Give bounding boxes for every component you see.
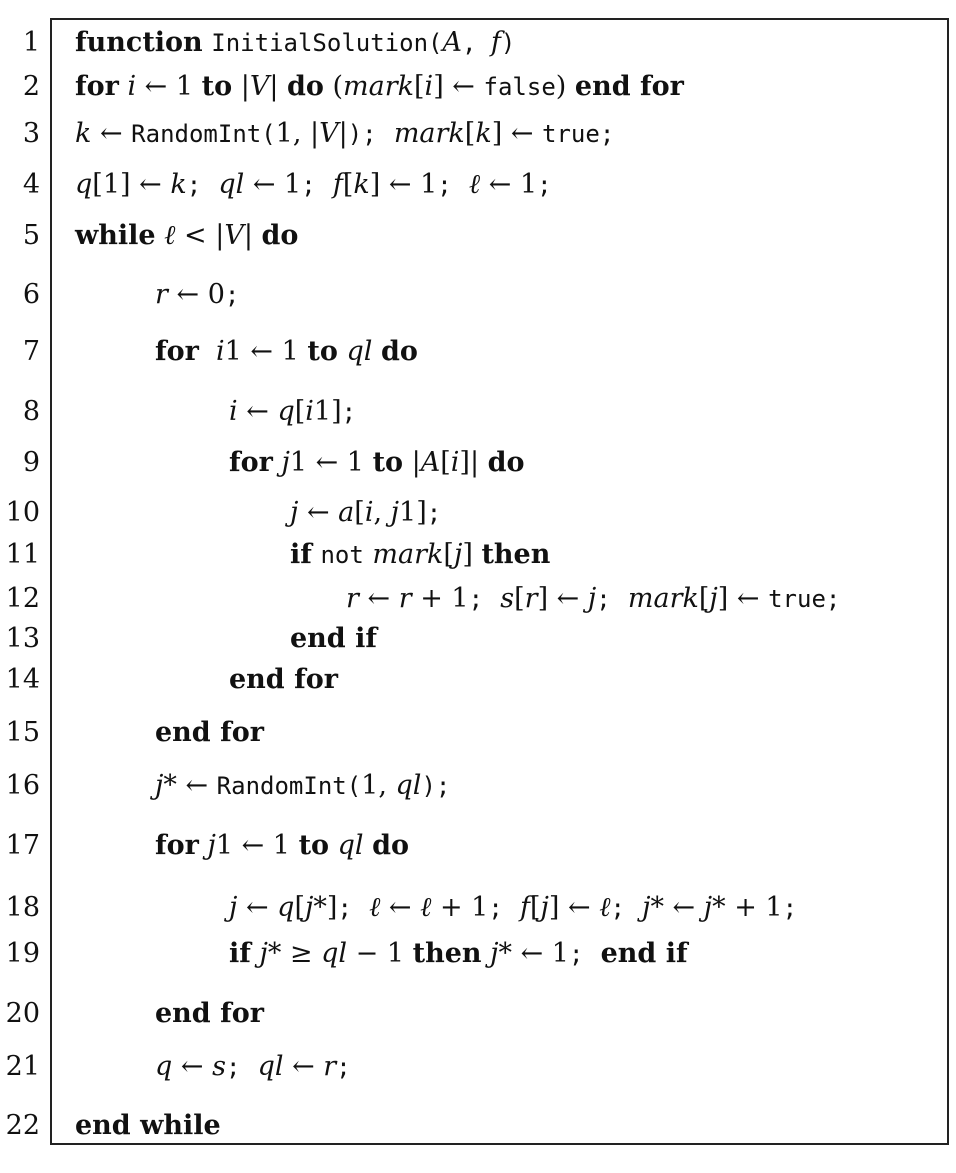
math-text: [ xyxy=(443,539,454,570)
math-variable: i xyxy=(229,396,238,427)
math-variable: ql xyxy=(321,938,348,969)
math-text xyxy=(316,169,333,200)
math-text: ← 0 xyxy=(167,279,225,310)
math-text: [ xyxy=(529,892,541,923)
typewriter-text: , xyxy=(461,29,491,57)
typewriter-text: ; xyxy=(224,281,240,309)
math-text xyxy=(503,892,520,923)
keyword: end if xyxy=(290,623,377,654)
code-line xyxy=(0,216,956,256)
line-code xyxy=(75,67,684,107)
math-text: ← xyxy=(380,892,421,923)
line-code xyxy=(75,23,515,63)
keyword: to xyxy=(298,830,330,861)
math-text: ] ← xyxy=(537,583,588,614)
math-variable: j xyxy=(642,892,651,923)
keyword: end for xyxy=(229,664,338,695)
line-code xyxy=(155,275,239,315)
line-number: 10 xyxy=(5,497,40,528)
math-variable: j xyxy=(155,770,164,801)
keyword: do xyxy=(487,447,525,478)
line-number: 18 xyxy=(5,892,40,923)
math-text xyxy=(203,27,212,58)
code-line xyxy=(0,114,956,154)
line-number: 3 xyxy=(22,118,40,149)
math-variable: ql xyxy=(218,169,245,200)
line-number: 17 xyxy=(5,830,40,861)
math-text: ] ← xyxy=(491,118,543,149)
math-text xyxy=(201,169,218,200)
code-line xyxy=(0,275,956,315)
math-variable: i xyxy=(450,447,460,478)
code-line xyxy=(0,67,956,107)
math-text xyxy=(352,892,369,923)
code-line xyxy=(0,392,956,432)
math-variable: ql xyxy=(395,770,422,801)
typewriter-text: not xyxy=(320,541,364,569)
math-variable: A xyxy=(420,447,441,478)
math-variable: r xyxy=(346,583,359,614)
math-variable: q xyxy=(277,892,295,923)
math-text: *] xyxy=(313,892,338,923)
math-text: ← xyxy=(237,396,278,427)
line-code xyxy=(290,535,550,575)
math-variable: V xyxy=(319,118,339,149)
typewriter-text: ; xyxy=(488,894,503,922)
math-variable: k xyxy=(170,169,187,200)
math-text: 1] xyxy=(399,497,427,528)
typewriter-text: true; xyxy=(768,585,841,613)
typewriter-text: ; xyxy=(426,499,442,527)
math-variable: q xyxy=(75,169,93,200)
math-variable: i xyxy=(305,396,314,427)
keyword: do xyxy=(287,71,324,102)
math-text: ← xyxy=(237,892,278,923)
math-variable: j xyxy=(207,830,216,861)
math-text: 1, | xyxy=(275,118,320,149)
math-text: * ≥ xyxy=(267,938,322,969)
typewriter-text: ); xyxy=(347,120,377,148)
math-text xyxy=(240,1051,257,1082)
math-text: [1] ← xyxy=(92,169,171,200)
keyword: if xyxy=(290,539,312,570)
keyword: end while xyxy=(75,1110,221,1141)
math-text xyxy=(611,583,628,614)
line-code xyxy=(75,165,552,205)
math-variable: V xyxy=(249,71,270,102)
math-text: | xyxy=(403,447,421,478)
math-text xyxy=(377,118,394,149)
math-text: * ← 1 xyxy=(498,938,569,969)
math-variable: s xyxy=(212,1051,226,1082)
line-number: 15 xyxy=(5,717,40,748)
math-text xyxy=(483,583,500,614)
code-line xyxy=(0,826,956,866)
math-variable: f xyxy=(332,169,343,200)
typewriter-text: ); xyxy=(421,772,451,800)
math-text: [ xyxy=(514,583,525,614)
keyword: to xyxy=(201,71,233,102)
math-variable: i xyxy=(424,71,434,102)
keyword: while xyxy=(75,220,156,251)
math-variable: j xyxy=(290,497,299,528)
line-number: 13 xyxy=(5,623,40,654)
math-variable: r xyxy=(524,583,538,614)
keyword: for xyxy=(155,336,199,367)
math-text xyxy=(625,892,642,923)
math-text xyxy=(452,169,469,200)
math-text: ] ← xyxy=(433,71,484,102)
math-text: 1 ← 1 xyxy=(215,830,299,861)
line-code xyxy=(290,619,377,659)
line-code xyxy=(75,114,614,154)
line-code xyxy=(155,713,264,753)
keyword: for xyxy=(229,447,273,478)
math-variable: k xyxy=(75,118,92,149)
math-variable: ℓ xyxy=(164,220,176,251)
math-text: | xyxy=(243,220,262,251)
keyword: for xyxy=(155,830,199,861)
typewriter-text: ; xyxy=(225,1053,241,1081)
math-variable: a xyxy=(338,497,355,528)
line-number: 9 xyxy=(22,447,40,478)
math-text: ← xyxy=(172,1051,213,1082)
keyword: end for xyxy=(155,998,264,1029)
math-variable: ql xyxy=(337,830,364,861)
math-variable: mark xyxy=(343,71,414,102)
line-code xyxy=(229,888,797,928)
math-text: ← xyxy=(91,118,132,149)
math-text: + 1 xyxy=(411,583,469,614)
math-text: | xyxy=(232,71,250,102)
math-text: ← xyxy=(358,583,399,614)
math-variable: V xyxy=(224,220,244,251)
line-code xyxy=(229,392,356,432)
math-text: [ xyxy=(698,583,710,614)
line-code xyxy=(75,1106,221,1146)
code-line xyxy=(0,23,956,63)
code-line xyxy=(0,535,956,575)
math-text: ( xyxy=(323,71,344,102)
line-code xyxy=(229,443,525,483)
keyword: function xyxy=(75,27,203,58)
math-text: [ xyxy=(440,447,451,478)
math-variable: j xyxy=(540,892,549,923)
math-variable: j xyxy=(490,938,499,969)
math-variable: ℓ xyxy=(599,892,611,923)
math-text: ] ← xyxy=(548,892,600,923)
keyword: to xyxy=(307,336,338,367)
math-text: − 1 xyxy=(347,938,413,969)
math-variable: j xyxy=(390,497,400,528)
math-text xyxy=(329,830,338,861)
math-text: [ xyxy=(464,118,476,149)
math-text xyxy=(372,336,381,367)
typewriter-text: false xyxy=(483,73,556,101)
math-variable: mark xyxy=(372,539,444,570)
typewriter-text: ; xyxy=(437,171,452,199)
math-variable: s xyxy=(500,583,515,614)
line-number: 16 xyxy=(5,770,40,801)
typewriter-text: ; xyxy=(337,894,352,922)
line-number: 7 xyxy=(22,336,40,367)
math-text: ] xyxy=(462,539,482,570)
math-variable: r xyxy=(155,279,168,310)
typewriter-text: ; xyxy=(341,398,357,426)
math-text: * ← xyxy=(650,892,704,923)
keyword: if xyxy=(229,938,251,969)
math-variable: r xyxy=(398,583,412,614)
line-number: 21 xyxy=(5,1051,40,1082)
math-variable: j xyxy=(587,583,597,614)
math-text: , xyxy=(373,497,391,528)
math-text: | xyxy=(338,118,348,149)
typewriter-text: ; xyxy=(537,171,552,199)
math-variable: r xyxy=(323,1051,337,1082)
code-line xyxy=(0,493,956,533)
code-line xyxy=(0,994,956,1034)
code-line xyxy=(0,332,956,372)
code-line xyxy=(0,888,956,928)
line-code xyxy=(155,766,450,806)
code-line xyxy=(0,660,956,700)
keyword: end if xyxy=(600,938,688,969)
math-variable: ℓ xyxy=(420,892,432,923)
math-variable: A xyxy=(442,27,462,58)
line-number: 14 xyxy=(5,664,40,695)
math-variable: q xyxy=(277,396,295,427)
math-variable: k xyxy=(475,118,492,149)
math-variable: ql xyxy=(257,1051,284,1082)
math-variable: j xyxy=(453,539,463,570)
math-variable: i xyxy=(216,336,225,367)
math-text xyxy=(482,938,491,969)
code-line xyxy=(0,1047,956,1087)
keyword: then xyxy=(481,539,551,570)
math-text: ← 1 xyxy=(136,71,202,102)
math-variable: i xyxy=(127,71,137,102)
math-text xyxy=(583,938,600,969)
math-text xyxy=(156,220,165,251)
line-number: 20 xyxy=(5,998,40,1029)
math-text: ] ← 1 xyxy=(369,169,438,200)
math-text: < | xyxy=(175,220,225,251)
math-variable: ql xyxy=(346,336,373,367)
typewriter-text: ; xyxy=(610,894,625,922)
typewriter-text: ; xyxy=(782,894,798,922)
typewriter-text: RandomInt( xyxy=(216,772,362,800)
math-text: | xyxy=(269,71,288,102)
line-number: 6 xyxy=(22,279,40,310)
math-variable: j xyxy=(703,892,713,923)
line-number: 11 xyxy=(5,539,40,570)
math-variable: f xyxy=(490,27,501,58)
line-number: 8 xyxy=(22,396,40,427)
math-text: * ← xyxy=(163,770,217,801)
code-line xyxy=(0,165,956,205)
math-text: [ xyxy=(294,892,306,923)
math-text: * + 1 xyxy=(712,892,783,923)
typewriter-text: ; xyxy=(468,585,484,613)
line-number: 5 xyxy=(22,220,40,251)
math-text: [ xyxy=(414,71,425,102)
math-text: [ xyxy=(294,396,306,427)
math-text: 1, xyxy=(361,770,396,801)
typewriter-text: ) xyxy=(500,29,516,57)
math-variable: j xyxy=(709,583,718,614)
code-line xyxy=(0,619,956,659)
keyword: end for xyxy=(574,71,684,102)
line-code xyxy=(229,934,688,974)
math-text: [ xyxy=(342,169,354,200)
math-variable: mark xyxy=(627,583,699,614)
math-text: ← xyxy=(283,1051,324,1082)
math-text: ]| xyxy=(459,447,488,478)
math-variable: mark xyxy=(393,118,465,149)
keyword: do xyxy=(261,220,299,251)
keyword: to xyxy=(372,447,404,478)
math-text: ) xyxy=(555,71,575,102)
math-variable: f xyxy=(519,892,530,923)
math-variable: j xyxy=(229,892,238,923)
line-number: 12 xyxy=(5,583,40,614)
line-code xyxy=(155,332,418,372)
keyword: end for xyxy=(155,717,264,748)
math-text: 1 ← 1 xyxy=(224,336,308,367)
keyword: then xyxy=(412,938,482,969)
code-line xyxy=(0,766,956,806)
code-line xyxy=(0,713,956,753)
line-number: 1 xyxy=(22,27,40,58)
keyword: for xyxy=(75,71,119,102)
math-text: [ xyxy=(354,497,365,528)
math-variable: j xyxy=(305,892,314,923)
math-text: 1] xyxy=(313,396,342,427)
line-code xyxy=(290,493,441,533)
line-number: 4 xyxy=(22,169,40,200)
line-code xyxy=(155,1047,351,1087)
math-text: 1 ← 1 xyxy=(289,447,373,478)
line-code xyxy=(155,994,264,1034)
math-variable: j xyxy=(281,447,290,478)
code-line xyxy=(0,443,956,483)
line-code xyxy=(155,826,409,866)
line-code xyxy=(229,660,338,700)
line-code xyxy=(346,579,840,619)
code-line xyxy=(0,934,956,974)
keyword: do xyxy=(372,830,410,861)
code-line xyxy=(0,579,956,619)
math-text: ← 1 xyxy=(480,169,538,200)
math-variable: k xyxy=(353,169,370,200)
code-line xyxy=(0,1106,956,1146)
math-text xyxy=(364,830,373,861)
typewriter-text: ; xyxy=(301,171,316,199)
math-variable: q xyxy=(155,1051,173,1082)
line-number: 2 xyxy=(22,71,40,102)
math-text: ] ← xyxy=(717,583,769,614)
line-number: 19 xyxy=(5,938,40,969)
typewriter-text: RandomInt( xyxy=(131,120,276,148)
typewriter-text: ; xyxy=(596,585,611,613)
math-variable: ℓ xyxy=(369,892,381,923)
typewriter-text: ; xyxy=(186,171,202,199)
math-variable: i xyxy=(364,497,374,528)
math-variable: ℓ xyxy=(468,169,481,200)
math-text: ← 1 xyxy=(244,169,302,200)
math-text xyxy=(199,336,216,367)
math-variable: j xyxy=(259,938,268,969)
typewriter-text: ; xyxy=(568,940,584,968)
typewriter-text: InitialSolution( xyxy=(211,29,443,57)
line-code xyxy=(75,216,298,256)
math-text: + 1 xyxy=(431,892,489,923)
typewriter-text: ; xyxy=(336,1053,351,1081)
typewriter-text: true; xyxy=(542,120,615,148)
keyword: do xyxy=(381,336,418,367)
math-text: ← xyxy=(298,497,339,528)
line-number: 22 xyxy=(5,1110,40,1141)
